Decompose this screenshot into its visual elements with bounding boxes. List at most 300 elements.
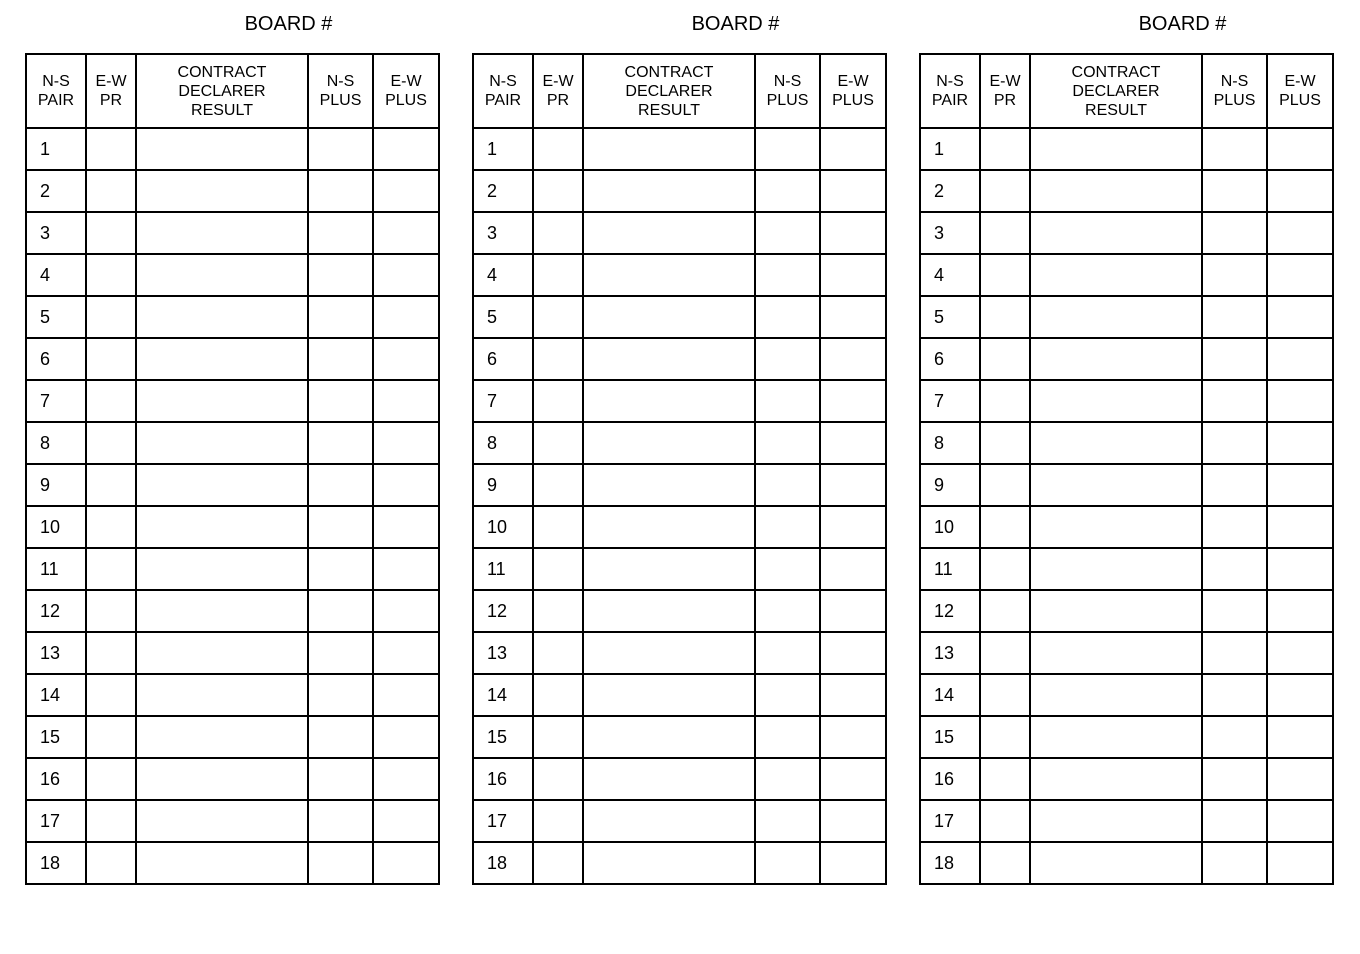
- ns-plus-cell[interactable]: [755, 464, 820, 506]
- ew-pair-cell[interactable]: [533, 170, 583, 212]
- ew-pair-cell[interactable]: [86, 422, 136, 464]
- ns-pair-number: 12: [920, 590, 980, 632]
- ew-plus-cell[interactable]: [820, 716, 886, 758]
- ew-pair-cell[interactable]: [533, 380, 583, 422]
- contract-cell[interactable]: [136, 758, 308, 800]
- column-header: [473, 54, 533, 128]
- ns-pair-number: 6: [473, 338, 533, 380]
- contract-cell[interactable]: [583, 716, 755, 758]
- ew-plus-cell[interactable]: [820, 632, 886, 674]
- column-header-line: N-S: [489, 73, 517, 90]
- contract-cell[interactable]: [583, 128, 755, 170]
- ew-plus-cell[interactable]: [820, 464, 886, 506]
- ew-plus-cell[interactable]: [373, 716, 439, 758]
- contract-cell[interactable]: [1030, 254, 1202, 296]
- ew-pair-cell[interactable]: [86, 674, 136, 716]
- ew-plus-cell[interactable]: [373, 632, 439, 674]
- contract-cell[interactable]: [583, 380, 755, 422]
- contract-cell[interactable]: [136, 464, 308, 506]
- ns-pair-number: 13: [920, 632, 980, 674]
- board-title: BOARD #: [1138, 13, 1227, 35]
- ew-plus-cell[interactable]: [820, 254, 886, 296]
- table-row: [920, 758, 1333, 800]
- ns-plus-cell[interactable]: [308, 212, 373, 254]
- ns-plus-cell[interactable]: [755, 842, 820, 884]
- ew-plus-cell[interactable]: [373, 758, 439, 800]
- contract-cell[interactable]: [583, 674, 755, 716]
- ew-pair-cell[interactable]: [86, 464, 136, 506]
- ns-plus-cell[interactable]: [1202, 338, 1267, 380]
- ns-plus-cell[interactable]: [1202, 212, 1267, 254]
- contract-cell[interactable]: [583, 842, 755, 884]
- column-header: [1030, 54, 1202, 128]
- table-row: [920, 254, 1333, 296]
- contract-cell[interactable]: [1030, 716, 1202, 758]
- ew-plus-cell[interactable]: [373, 170, 439, 212]
- ns-pair-number: 15: [26, 716, 86, 758]
- ns-plus-cell[interactable]: [1202, 506, 1267, 548]
- ew-plus-cell[interactable]: [1267, 128, 1333, 170]
- ns-pair-number: 5: [920, 296, 980, 338]
- ew-plus-cell[interactable]: [1267, 296, 1333, 338]
- ew-pair-cell[interactable]: [533, 758, 583, 800]
- ew-plus-cell[interactable]: [1267, 758, 1333, 800]
- table-row: [473, 800, 886, 842]
- table-row: [473, 590, 886, 632]
- ew-plus-cell[interactable]: [373, 128, 439, 170]
- ew-plus-cell[interactable]: [1267, 464, 1333, 506]
- ew-pair-cell[interactable]: [533, 422, 583, 464]
- table-row: [473, 296, 886, 338]
- ew-pair-cell[interactable]: [533, 296, 583, 338]
- column-header-line: PAIR: [484, 92, 522, 109]
- ew-pair-cell[interactable]: [86, 506, 136, 548]
- ew-pair-cell[interactable]: [980, 716, 1030, 758]
- contract-cell[interactable]: [136, 800, 308, 842]
- ns-plus-cell[interactable]: [1202, 170, 1267, 212]
- ns-plus-cell[interactable]: [755, 800, 820, 842]
- ew-pair-cell[interactable]: [980, 632, 1030, 674]
- column-header-line: CONTRACT: [177, 63, 267, 81]
- contract-cell[interactable]: [1030, 590, 1202, 632]
- ew-plus-cell[interactable]: [1267, 254, 1333, 296]
- ns-pair-number: 16: [26, 758, 86, 800]
- column-header-line: RESULT: [1085, 101, 1147, 119]
- ns-plus-cell[interactable]: [755, 632, 820, 674]
- ew-plus-cell[interactable]: [820, 338, 886, 380]
- ew-plus-cell[interactable]: [373, 296, 439, 338]
- ns-plus-cell[interactable]: [755, 716, 820, 758]
- ew-pair-cell[interactable]: [980, 380, 1030, 422]
- ew-plus-cell[interactable]: [373, 506, 439, 548]
- ns-pair-number: 11: [473, 548, 533, 590]
- column-header: [533, 54, 583, 128]
- ns-pair-number: 8: [26, 422, 86, 464]
- score-table: [919, 53, 1334, 885]
- contract-cell[interactable]: [136, 338, 308, 380]
- ew-pair-cell[interactable]: [533, 842, 583, 884]
- ew-pair-cell[interactable]: [533, 548, 583, 590]
- ns-pair-number: 7: [920, 380, 980, 422]
- column-header-line: N-S: [936, 73, 964, 90]
- contract-cell[interactable]: [1030, 170, 1202, 212]
- table-row: [26, 590, 439, 632]
- contract-cell[interactable]: [136, 842, 308, 884]
- ns-plus-cell[interactable]: [308, 506, 373, 548]
- ew-plus-cell[interactable]: [373, 422, 439, 464]
- table-row: [473, 674, 886, 716]
- ew-pair-cell[interactable]: [533, 128, 583, 170]
- ew-pair-cell[interactable]: [86, 296, 136, 338]
- ew-plus-cell[interactable]: [1267, 590, 1333, 632]
- ew-pair-cell[interactable]: [86, 842, 136, 884]
- ew-plus-cell[interactable]: [820, 674, 886, 716]
- contract-cell[interactable]: [583, 338, 755, 380]
- contract-cell[interactable]: [1030, 464, 1202, 506]
- ew-plus-cell[interactable]: [1267, 212, 1333, 254]
- ew-pair-cell[interactable]: [86, 170, 136, 212]
- contract-cell[interactable]: [1030, 800, 1202, 842]
- ew-pair-cell[interactable]: [86, 254, 136, 296]
- table-row: [473, 548, 886, 590]
- ns-plus-cell[interactable]: [308, 254, 373, 296]
- ns-plus-cell[interactable]: [1202, 548, 1267, 590]
- ew-plus-cell[interactable]: [1267, 506, 1333, 548]
- header-row: [473, 54, 886, 128]
- ew-plus-cell[interactable]: [820, 548, 886, 590]
- ew-pair-cell[interactable]: [980, 212, 1030, 254]
- ns-pair-number: 5: [26, 296, 86, 338]
- ew-pair-cell[interactable]: [980, 422, 1030, 464]
- ew-plus-cell[interactable]: [1267, 338, 1333, 380]
- ew-pair-cell[interactable]: [86, 548, 136, 590]
- ew-pair-cell[interactable]: [980, 758, 1030, 800]
- ew-pair-cell[interactable]: [980, 464, 1030, 506]
- ns-pair-number: 9: [26, 464, 86, 506]
- ew-pair-cell[interactable]: [980, 170, 1030, 212]
- contract-cell[interactable]: [1030, 338, 1202, 380]
- contract-cell[interactable]: [583, 548, 755, 590]
- ns-plus-cell[interactable]: [1202, 128, 1267, 170]
- table-row: [473, 170, 886, 212]
- column-header-line: E-W: [837, 73, 869, 90]
- ns-pair-number: 14: [473, 674, 533, 716]
- ns-pair-number: 11: [26, 548, 86, 590]
- column-header-line: PAIR: [931, 92, 969, 109]
- ns-pair-number: 4: [26, 254, 86, 296]
- ew-pair-cell[interactable]: [86, 128, 136, 170]
- ew-plus-cell[interactable]: [1267, 842, 1333, 884]
- column-header: [820, 54, 886, 128]
- ns-pair-number: 3: [473, 212, 533, 254]
- contract-cell[interactable]: [583, 758, 755, 800]
- ns-plus-cell[interactable]: [1202, 254, 1267, 296]
- contract-cell[interactable]: [136, 380, 308, 422]
- ew-pair-cell[interactable]: [533, 590, 583, 632]
- ns-pair-number: 16: [473, 758, 533, 800]
- ew-plus-cell[interactable]: [373, 674, 439, 716]
- table-row: [26, 464, 439, 506]
- ns-plus-cell[interactable]: [755, 380, 820, 422]
- table-row: [473, 128, 886, 170]
- ew-pair-cell[interactable]: [533, 506, 583, 548]
- ns-pair-number: 7: [26, 380, 86, 422]
- contract-cell[interactable]: [1030, 548, 1202, 590]
- ns-plus-cell[interactable]: [1202, 380, 1267, 422]
- table-row: [920, 464, 1333, 506]
- ns-plus-cell[interactable]: [1202, 296, 1267, 338]
- ew-plus-cell[interactable]: [373, 548, 439, 590]
- contract-cell[interactable]: [136, 548, 308, 590]
- ew-plus-cell[interactable]: [373, 338, 439, 380]
- ns-pair-number: 18: [473, 842, 533, 884]
- column-header-line: N-S: [326, 73, 355, 90]
- contract-cell[interactable]: [583, 422, 755, 464]
- ns-plus-cell[interactable]: [755, 296, 820, 338]
- contract-cell[interactable]: [136, 170, 308, 212]
- ew-plus-cell[interactable]: [373, 212, 439, 254]
- ew-pair-cell[interactable]: [86, 590, 136, 632]
- ew-plus-cell[interactable]: [1267, 380, 1333, 422]
- ns-plus-cell[interactable]: [755, 590, 820, 632]
- ew-plus-cell[interactable]: [1267, 422, 1333, 464]
- ew-plus-cell[interactable]: [1267, 800, 1333, 842]
- column-header-line: N-S: [42, 73, 70, 90]
- ew-pair-cell[interactable]: [533, 674, 583, 716]
- ns-plus-cell[interactable]: [308, 548, 373, 590]
- table-row: [920, 716, 1333, 758]
- ew-plus-cell[interactable]: [373, 800, 439, 842]
- ns-plus-cell[interactable]: [308, 632, 373, 674]
- contract-cell[interactable]: [1030, 128, 1202, 170]
- table-row: [26, 506, 439, 548]
- contract-cell[interactable]: [136, 254, 308, 296]
- ns-plus-cell[interactable]: [755, 422, 820, 464]
- ns-pair-number: 6: [920, 338, 980, 380]
- column-header: [920, 54, 980, 128]
- ew-plus-cell[interactable]: [820, 128, 886, 170]
- contract-cell[interactable]: [136, 590, 308, 632]
- ns-pair-number: 16: [920, 758, 980, 800]
- column-header-line: E-W: [989, 73, 1021, 90]
- contract-cell[interactable]: [583, 800, 755, 842]
- ns-pair-number: 10: [920, 506, 980, 548]
- ns-pair-number: 17: [920, 800, 980, 842]
- contract-cell[interactable]: [583, 254, 755, 296]
- ns-plus-cell[interactable]: [308, 674, 373, 716]
- ew-pair-cell[interactable]: [533, 254, 583, 296]
- ew-plus-cell[interactable]: [820, 590, 886, 632]
- ew-plus-cell[interactable]: [820, 422, 886, 464]
- contract-cell[interactable]: [1030, 296, 1202, 338]
- ns-plus-cell[interactable]: [755, 212, 820, 254]
- contract-cell[interactable]: [136, 716, 308, 758]
- ew-pair-cell[interactable]: [980, 800, 1030, 842]
- ns-plus-cell[interactable]: [755, 170, 820, 212]
- contract-cell[interactable]: [583, 464, 755, 506]
- ns-plus-cell[interactable]: [308, 338, 373, 380]
- ew-plus-cell[interactable]: [1267, 674, 1333, 716]
- contract-cell[interactable]: [583, 170, 755, 212]
- ew-pair-cell[interactable]: [980, 674, 1030, 716]
- ew-plus-cell[interactable]: [820, 506, 886, 548]
- contract-cell[interactable]: [1030, 212, 1202, 254]
- contract-cell[interactable]: [136, 506, 308, 548]
- ew-plus-cell[interactable]: [373, 464, 439, 506]
- ew-plus-cell[interactable]: [1267, 170, 1333, 212]
- ns-plus-cell[interactable]: [755, 674, 820, 716]
- ns-plus-cell[interactable]: [1202, 590, 1267, 632]
- contract-cell[interactable]: [136, 212, 308, 254]
- ns-plus-cell[interactable]: [308, 800, 373, 842]
- ns-plus-cell[interactable]: [755, 338, 820, 380]
- contract-cell[interactable]: [583, 212, 755, 254]
- ew-plus-cell[interactable]: [820, 800, 886, 842]
- table-row: [26, 212, 439, 254]
- ew-pair-cell[interactable]: [533, 212, 583, 254]
- ns-plus-cell[interactable]: [308, 758, 373, 800]
- ns-pair-number: 2: [473, 170, 533, 212]
- table-row: [26, 422, 439, 464]
- contract-cell[interactable]: [1030, 842, 1202, 884]
- ns-pair-number: 4: [920, 254, 980, 296]
- ew-pair-cell[interactable]: [980, 128, 1030, 170]
- ew-pair-cell[interactable]: [86, 716, 136, 758]
- ns-plus-cell[interactable]: [308, 296, 373, 338]
- ns-plus-cell[interactable]: [308, 380, 373, 422]
- contract-cell[interactable]: [1030, 632, 1202, 674]
- contract-cell[interactable]: [583, 506, 755, 548]
- ew-plus-cell[interactable]: [820, 296, 886, 338]
- contract-cell[interactable]: [1030, 422, 1202, 464]
- ew-pair-cell[interactable]: [86, 758, 136, 800]
- ew-plus-cell[interactable]: [1267, 632, 1333, 674]
- ns-plus-cell[interactable]: [1202, 800, 1267, 842]
- ew-pair-cell[interactable]: [86, 632, 136, 674]
- column-header-line: CONTRACT: [1071, 63, 1161, 81]
- ew-pair-cell[interactable]: [533, 464, 583, 506]
- contract-cell[interactable]: [583, 590, 755, 632]
- board-title: BOARD #: [691, 13, 780, 35]
- column-header-line: PLUS: [385, 92, 427, 109]
- ew-pair-cell[interactable]: [980, 548, 1030, 590]
- ns-plus-cell[interactable]: [308, 128, 373, 170]
- column-header: [373, 54, 439, 128]
- table-row: [26, 758, 439, 800]
- ns-plus-cell[interactable]: [1202, 758, 1267, 800]
- contract-cell[interactable]: [1030, 674, 1202, 716]
- column-header-line: PR: [993, 92, 1017, 109]
- contract-cell[interactable]: [583, 296, 755, 338]
- contract-cell[interactable]: [136, 128, 308, 170]
- ew-pair-cell[interactable]: [86, 338, 136, 380]
- contract-cell[interactable]: [1030, 380, 1202, 422]
- table-row: [26, 380, 439, 422]
- ew-pair-cell[interactable]: [86, 212, 136, 254]
- contract-cell[interactable]: [1030, 758, 1202, 800]
- ew-pair-cell[interactable]: [533, 800, 583, 842]
- ew-pair-cell[interactable]: [86, 380, 136, 422]
- ns-pair-number: 8: [473, 422, 533, 464]
- ns-plus-cell[interactable]: [308, 590, 373, 632]
- table-row: [920, 296, 1333, 338]
- contract-cell[interactable]: [136, 632, 308, 674]
- ew-plus-cell[interactable]: [1267, 716, 1333, 758]
- table-row: [920, 422, 1333, 464]
- ns-plus-cell[interactable]: [755, 506, 820, 548]
- column-header-line: DECLARER: [625, 82, 713, 100]
- ns-pair-number: 1: [473, 128, 533, 170]
- ew-pair-cell[interactable]: [980, 590, 1030, 632]
- ns-plus-cell[interactable]: [1202, 632, 1267, 674]
- column-header: [86, 54, 136, 128]
- ns-plus-cell[interactable]: [755, 758, 820, 800]
- column-header: [308, 54, 373, 128]
- table-row: [26, 716, 439, 758]
- ns-plus-cell[interactable]: [1202, 716, 1267, 758]
- column-header-line: PAIR: [37, 92, 75, 109]
- ns-plus-cell[interactable]: [1202, 464, 1267, 506]
- column-header-line: N-S: [773, 73, 802, 90]
- ew-pair-cell[interactable]: [980, 254, 1030, 296]
- ew-plus-cell[interactable]: [820, 842, 886, 884]
- ew-pair-cell[interactable]: [980, 842, 1030, 884]
- ns-pair-number: 7: [473, 380, 533, 422]
- ew-pair-cell[interactable]: [980, 338, 1030, 380]
- ns-plus-cell[interactable]: [755, 128, 820, 170]
- ns-plus-cell[interactable]: [308, 170, 373, 212]
- ew-plus-cell[interactable]: [820, 212, 886, 254]
- ns-plus-cell[interactable]: [308, 464, 373, 506]
- ns-plus-cell[interactable]: [1202, 422, 1267, 464]
- ns-pair-number: 11: [920, 548, 980, 590]
- ew-plus-cell[interactable]: [373, 842, 439, 884]
- ew-pair-cell[interactable]: [533, 716, 583, 758]
- ew-pair-cell[interactable]: [980, 296, 1030, 338]
- table-row: [26, 632, 439, 674]
- contract-cell[interactable]: [136, 296, 308, 338]
- contract-cell[interactable]: [136, 422, 308, 464]
- contract-cell[interactable]: [136, 674, 308, 716]
- ew-plus-cell[interactable]: [820, 380, 886, 422]
- ew-pair-cell[interactable]: [980, 506, 1030, 548]
- ns-plus-cell[interactable]: [308, 422, 373, 464]
- ew-plus-cell[interactable]: [1267, 548, 1333, 590]
- ew-plus-cell[interactable]: [820, 170, 886, 212]
- ew-pair-cell[interactable]: [86, 800, 136, 842]
- table-row: [473, 464, 886, 506]
- ew-plus-cell[interactable]: [373, 254, 439, 296]
- board-title: BOARD #: [244, 13, 333, 35]
- ns-plus-cell[interactable]: [755, 254, 820, 296]
- ns-plus-cell[interactable]: [308, 716, 373, 758]
- ns-plus-cell[interactable]: [1202, 842, 1267, 884]
- contract-cell[interactable]: [583, 632, 755, 674]
- column-header: [1267, 54, 1333, 128]
- ew-plus-cell[interactable]: [373, 380, 439, 422]
- ew-plus-cell[interactable]: [820, 758, 886, 800]
- contract-cell[interactable]: [1030, 506, 1202, 548]
- ew-pair-cell[interactable]: [533, 632, 583, 674]
- ew-pair-cell[interactable]: [533, 338, 583, 380]
- ew-plus-cell[interactable]: [373, 590, 439, 632]
- ns-plus-cell[interactable]: [308, 842, 373, 884]
- ns-plus-cell[interactable]: [1202, 674, 1267, 716]
- column-header-line: E-W: [390, 73, 422, 90]
- ns-plus-cell[interactable]: [755, 548, 820, 590]
- ns-pair-number: 9: [920, 464, 980, 506]
- table-row: [473, 758, 886, 800]
